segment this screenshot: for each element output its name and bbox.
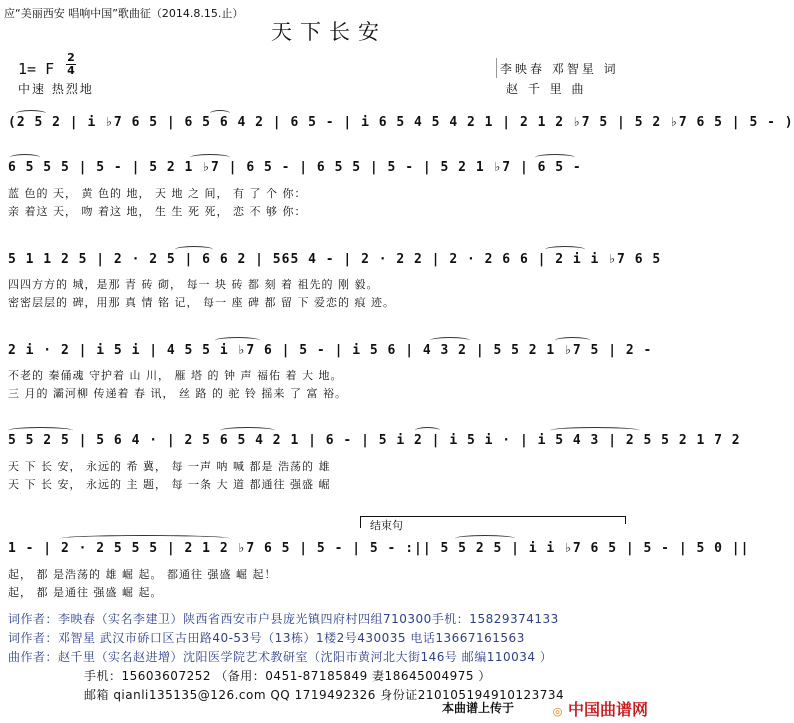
- lyric-verse1-line-5: 天 下 长 安， 永远的 希 冀， 每 一声 呐 喊 都是 浩荡的 雄: [8, 460, 331, 473]
- lyric-verse1-line-3: 四四方方的 城，是那 青 砖 砌， 每一 块 砖 都 刻 着 祖先的 刚 毅。: [8, 278, 379, 291]
- notation-line-3: 5 1 1 2 5 | 2 · 2 5 | 6 6 2 | 565 4 - | 2 · 2 2 | 2 · 2 6 6 | 2 i i ♭7 6 5: [8, 252, 662, 267]
- key-signature: 1= F: [18, 60, 55, 78]
- time-bottom: 4: [67, 64, 75, 77]
- lyric-verse2-line-3: 密密层层的 碑，用那 真 情 铭 记， 每一 座 碑 都 留 下 爱恋的 痕 迹。: [8, 296, 395, 309]
- lyricist-credit: 李映春 邓智星 词: [500, 62, 619, 76]
- lyricist1-info: 词作者：李映春（实名李建卫）陕西省西安市户县庞光镇四府村四组710300手机：15829374133: [8, 612, 559, 626]
- email-info: 邮箱 qianli135135@126.com QQ 1719492326 身份证210105194910123734: [84, 688, 565, 702]
- lyricist2-info: 词作者：邓智星 武汉市硚口区古田路40-53号（13栋）1楼2号430035 电话13667161563: [8, 631, 525, 645]
- notation-line-1: (2 5 2 | i ♭7 6 5 | 6 5 6 4 2 | 6 5 - | i 6 5 4 5 4 2 1 | 2 1 2 ♭7 5 | 5 2 ♭7 6 5 | 5 - ): [8, 115, 794, 130]
- lyric-verse2-line-6: 起， 都 是通往 强盛 崛 起。: [8, 586, 163, 599]
- site-logo[interactable]: [553, 697, 648, 720]
- lyric-verse1-line-6: 起， 都 是浩荡的 雄 崛 起。 都通往 强盛 崛 起！: [8, 568, 277, 581]
- notation-line-4: 2 i · 2 | i 5 i | 4 5 5 i ♭7 6 | 5 - | i 5 6 | 4 3 2 | 5 5 2 1 ♭7 5 | 2 -: [8, 343, 653, 358]
- time-signature: [66, 53, 76, 76]
- lyric-verse1-line-4: 不老的 秦俑魂 守护着 山 川， 雁 塔 的 钟 声 福佑 着 大 地。: [8, 369, 343, 382]
- phone-info: 手机：15603607252 （备用：0451-87185849 妻18645004975 ）: [84, 669, 491, 683]
- song-title: 天下长安: [271, 20, 387, 44]
- notation-line-2: 6 5 5 5 | 5 - | 5 2 1 ♭7 | 6 5 - | 6 5 5 | 5 - | 5 2 1 ♭7 | 6 5 -: [8, 160, 582, 175]
- composer-credit: 赵 千 里 曲: [506, 82, 587, 96]
- site-name: 中国曲谱网: [567, 700, 648, 719]
- ending-label: 结束句: [370, 519, 403, 532]
- lyric-verse1-line-2: 蓝 色的 天， 黄 色的 地， 天 地 之 间， 有 了 个 你：: [8, 187, 307, 200]
- time-top: 2: [67, 51, 75, 64]
- tempo-marking: 中速 热烈地: [18, 82, 94, 96]
- globe-icon: ◎: [552, 705, 563, 718]
- composer-info: 曲作者：赵千里（实名赵进增）沈阳医学院艺术教研室（沈阳市黄河北大街146号 邮编110034 ）: [8, 650, 553, 664]
- lyric-verse2-line-5: 天 下 长 安， 永远的 主 题， 每 一条 大 道 都通往 强盛 崛: [8, 478, 331, 491]
- notation-line-6: 1 - | 2 · 2 5 5 5 | 2 1 2 ♭7 6 5 | 5 - | 5 - :|| 5 5 2 5 | i i ♭7 6 5 | 5 - | 5 0 ||: [8, 541, 750, 556]
- lyric-verse2-line-2: 亲 着这 天， 吻 着这 地， 生 生 死 死， 恋 不 够 你：: [8, 205, 307, 218]
- notation-line-5: 5 5 2 5 | 5 6 4 · | 2 5 6 5 4 2 1 | 6 - | 5 i 2 | i 5 i · | i 5 4 3 | 2 5 5 2 1 7 2: [8, 433, 741, 448]
- contest-note: 应“美丽西安 唱响中国”歌曲征（2014.8.15.止）: [4, 7, 244, 20]
- upload-note: 本曲谱上传于: [441, 701, 514, 715]
- lyric-verse2-line-4: 三 月的 灞河柳 传递着 春 讯， 丝 路 的 驼 铃 摇来 了 富 裕。: [8, 387, 347, 400]
